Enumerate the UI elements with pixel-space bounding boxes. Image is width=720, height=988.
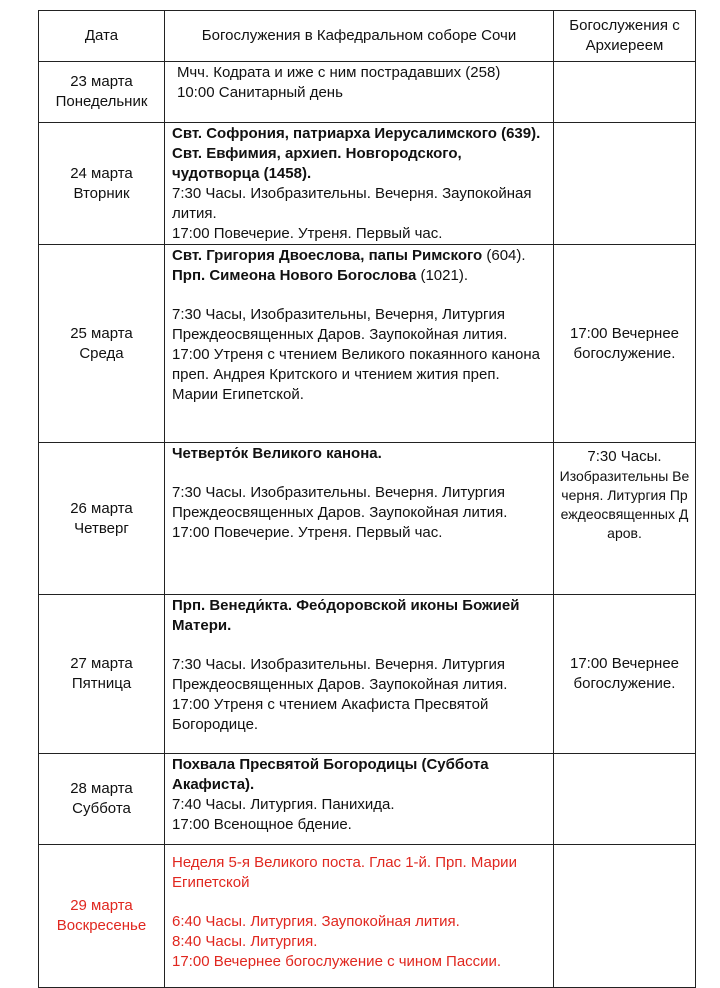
feast-title: Свт. Софрония, патриарха Иерусалимского (639). Свт. Евфимия, архиеп. Новгородского, чудотворца (1458). [172,125,541,182]
bishop-services: Изобразительны Вечерня. Литургия Преждеосвященных Даров. [559,468,690,541]
service-line: 8:40 Часы. Литургия. [172,933,318,950]
service-line: 7:30 Часы. Изобразительны. Вечерня. Литургия Преждеосвященных Даров. Заупокойная лития. [172,656,508,693]
date-label: 29 марта [70,897,133,914]
service-line: 7:30 Часы. Изобразительны. Вечерня. Литургия Преждеосвященных Даров. Заупокойная лития. [172,484,508,521]
services-cell [165,754,554,845]
services-cell [165,245,554,443]
header-date: Дата [39,11,165,62]
services-cell [165,845,554,988]
weekday-label: Понедельник [55,93,148,110]
date-cell [39,245,165,443]
weekday-label: Суббота [72,800,131,817]
date-cell [39,123,165,245]
feast-title: Четверто́к Великого канона. [172,445,382,462]
table-row [39,595,696,754]
date-label: 24 марта [70,164,133,182]
services-cell [165,123,554,245]
bishop-cell [554,754,696,845]
bishop-cell [554,62,696,123]
header-row [39,11,696,62]
bishop-time: 7:30 Часы. [587,448,662,465]
schedule-table [38,10,696,988]
date-label: 28 марта [70,780,133,797]
table-row [39,245,696,443]
weekday-label: Пятница [71,675,132,692]
service-line: 7:30 Часы, Изобразительны, Вечерня, Литургия Преждеосвященных Даров. Заупокойная лития. [172,306,508,343]
feast-title: Похвала Пресвятой Богородицы (Суббота Акафиста). [172,756,489,793]
feast-title: Свт. Григория Двоеслова, папы Римского (604). Прп. Симеона Нового Богослова (1021). [172,247,526,284]
table-row [39,443,696,595]
service-line: 17:00 Утреня с чтением Акафиста Пресвятой Богородице. [172,696,489,733]
table-row [39,845,696,988]
bishop-cell: 17:00 Вечернее богослужение. [554,245,696,443]
date-label: 26 марта [70,499,133,517]
service-line: 17:00 Повечерие. Утреня. Первый час. [172,225,443,242]
service-line: 7:30 Часы. Изобразительны. Вечерня. Заупокойная лития. [172,185,532,222]
date-label: 27 марта [70,655,133,672]
service-line: 7:40 Часы. Литургия. Панихида. [172,796,395,813]
feast-title: Прп. Венеди́кта. Фео́доровской иконы Божией Матери. [172,597,520,634]
services-cell [165,62,554,123]
header-services: Богослужения в Кафедральном соборе Сочи [165,11,554,62]
bishop-cell [554,845,696,988]
table-row [39,754,696,845]
feast-title: Неделя 5-я Великого поста. Глас 1-й. Прп. Марии Египетской [172,854,517,891]
date-cell [39,754,165,845]
service-line: 6:40 Часы. Литургия. Заупокойная лития. [172,913,460,930]
header-bishop: Богослужения с Архиереем [554,11,696,62]
weekday-label: Четверг [74,519,129,537]
table-row [39,62,696,123]
table-row [39,123,696,245]
services-cell [165,595,554,754]
service-line: 10:00 Санитарный день [177,84,343,101]
date-cell [39,845,165,988]
date-cell [39,595,165,754]
bishop-cell: 17:00 Вечернее богослужение. [554,595,696,754]
bishop-cell [554,123,696,245]
services-cell [165,443,554,595]
service-line: 17:00 Утреня с чтением Великого покаянного канона преп. Андрея Критского и чтением жития преп. Марии Египетской. [172,346,540,403]
weekday-label: Среда [79,344,124,362]
weekday-label: Воскресенье [56,917,147,934]
date-label: 23 марта [70,73,133,90]
date-label: 25 марта [70,324,133,342]
service-line: 17:00 Вечернее богослужение с чином Пассии. [172,953,502,970]
service-line: 17:00 Всенощное бдение. [172,816,352,833]
service-line: 17:00 Повечерие. Утреня. Первый час. [172,524,443,541]
date-cell [39,443,165,595]
date-cell [39,62,165,123]
bishop-cell [554,443,696,595]
weekday-label: Вторник [73,184,130,202]
service-line: Мчч. Кодрата и иже с ним пострадавших (258) [177,64,501,81]
